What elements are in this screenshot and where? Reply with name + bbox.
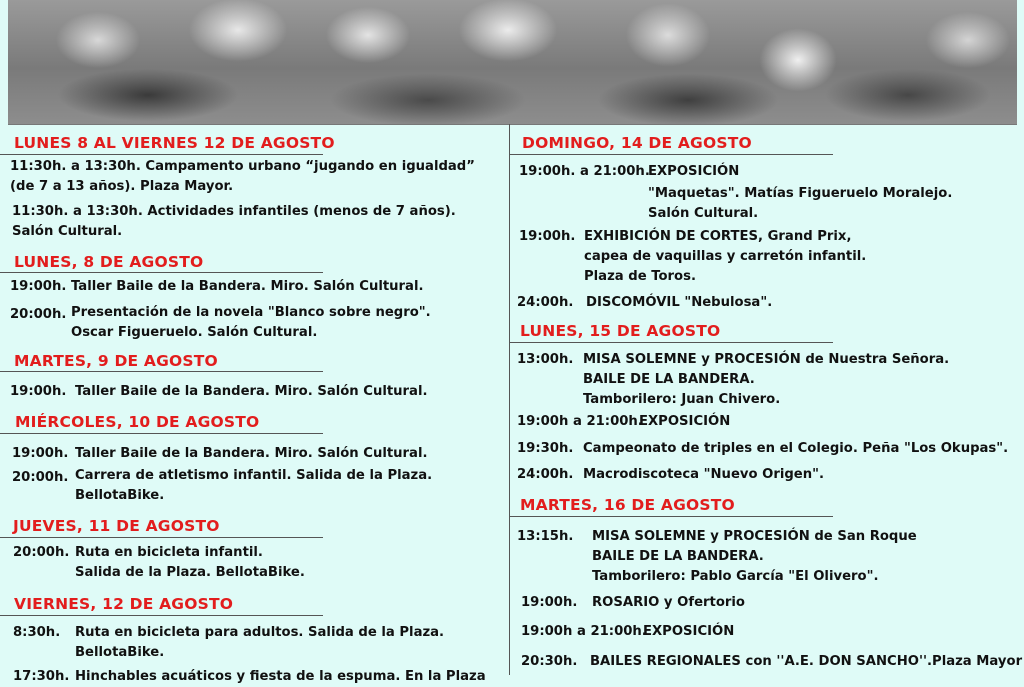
event-description: Hinchables acuáticos y fiesta de la espuma. En la Plaza	[75, 669, 486, 684]
event-description: Tamborilero: Pablo García "El Olivero".	[592, 569, 879, 584]
event-time: 19:00h a 21:00h.	[517, 414, 643, 429]
event-time: 13:00h.	[517, 352, 574, 367]
event-description: Taller Baile de la Bandera. Miro. Salón Cultural.	[71, 279, 424, 294]
day-header-rule	[0, 272, 323, 273]
event-description: BAILE DE LA BANDERA.	[592, 549, 764, 564]
event-description: capea de vaquillas y carretón infantil.	[584, 249, 867, 264]
event-description: Campeonato de triples en el Colegio. Peña "Los Okupas".	[583, 441, 1009, 456]
event-description: Carrera de atletismo infantil. Salida de la Plaza.	[75, 468, 433, 483]
event-time: 20:00h.	[10, 307, 67, 322]
day-header-rule	[510, 342, 833, 343]
event-description: BAILES REGIONALES con ''A.E. DON SANCHO''.Plaza Mayor	[590, 654, 1023, 669]
day-header: MARTES, 16 DE AGOSTO	[520, 496, 735, 514]
event-description: MISA SOLEMNE y PROCESIÓN de San Roque	[592, 529, 917, 544]
day-header-rule	[0, 154, 323, 155]
event-description: EXPOSICIÓN	[643, 624, 735, 639]
event-time: 19:00h.	[12, 446, 69, 461]
event-time: 20:30h.	[521, 654, 578, 669]
event-description: Salida de la Plaza. BellotaBike.	[75, 565, 305, 580]
event-description: EXPOSICIÓN	[639, 414, 731, 429]
event-description: EXPOSICIÓN	[648, 164, 740, 179]
event-description: BellotaBike.	[75, 488, 165, 503]
event-line: 11:30h. a 13:30h. Campamento urbano “jugando en igualdad”	[10, 159, 475, 174]
event-time: 19:00h a 21:00h.	[521, 624, 647, 639]
event-time: 19:00h.	[10, 384, 67, 399]
event-time: 20:00h.	[13, 545, 70, 560]
event-time: 19:00h. a 21:00h.	[519, 164, 650, 179]
event-description: Oscar Figueruelo. Salón Cultural.	[71, 325, 318, 340]
event-description: Ruta en bicicleta infantil.	[75, 545, 263, 560]
event-description: BellotaBike.	[75, 645, 165, 660]
day-header-rule	[510, 154, 833, 155]
event-time: 19:00h.	[10, 279, 67, 294]
day-header: LUNES, 15 DE AGOSTO	[520, 322, 721, 340]
day-header: LUNES 8 AL VIERNES 12 DE AGOSTO	[14, 134, 335, 152]
event-description: EXHIBICIÓN DE CORTES, Grand Prix,	[584, 229, 852, 244]
day-header-rule	[0, 537, 323, 538]
event-description: ROSARIO y Ofertorio	[592, 595, 745, 610]
event-description: MISA SOLEMNE y PROCESIÓN de Nuestra Señora.	[583, 352, 950, 367]
column-divider	[509, 124, 510, 675]
event-time: 19:00h.	[519, 229, 576, 244]
day-header: MARTES, 9 DE AGOSTO	[14, 352, 218, 370]
event-time: 19:00h.	[521, 595, 578, 610]
event-description: Tamborilero: Juan Chivero.	[583, 392, 781, 407]
day-header: MIÉRCOLES, 10 DE AGOSTO	[15, 413, 260, 431]
event-description: Taller Baile de la Bandera. Miro. Salón Cultural.	[75, 446, 428, 461]
event-line: (de 7 a 13 años). Plaza Mayor.	[10, 179, 234, 194]
event-time: 24:00h.	[517, 467, 574, 482]
header-photo	[8, 0, 1017, 125]
day-header-rule	[0, 433, 323, 434]
event-description: Salón Cultural.	[648, 206, 759, 221]
event-description: Ruta en bicicleta para adultos. Salida de la Plaza.	[75, 625, 445, 640]
event-time: 19:30h.	[517, 441, 574, 456]
event-description: Plaza de Toros.	[584, 269, 696, 284]
day-header: DOMINGO, 14 DE AGOSTO	[522, 134, 752, 152]
event-description: DISCOMÓVIL "Nebulosa".	[586, 295, 773, 310]
event-line: Salón Cultural.	[12, 224, 123, 239]
day-header-rule	[0, 615, 323, 616]
event-time: 17:30h.	[13, 669, 70, 684]
day-header-rule	[510, 516, 833, 517]
event-description: BAILE DE LA BANDERA.	[583, 372, 755, 387]
event-time: 24:00h.	[517, 295, 574, 310]
event-time: 13:15h.	[517, 529, 574, 544]
event-line: 11:30h. a 13:30h. Actividades infantiles (menos de 7 años).	[12, 204, 456, 219]
event-description: "Maquetas". Matías Figueruelo Moralejo.	[648, 186, 953, 201]
day-header: JUEVES, 11 DE AGOSTO	[13, 517, 220, 535]
day-header: LUNES, 8 DE AGOSTO	[14, 253, 204, 271]
event-description: Taller Baile de la Bandera. Miro. Salón Cultural.	[75, 384, 428, 399]
day-header: VIERNES, 12 DE AGOSTO	[14, 595, 234, 613]
event-description: Macrodiscoteca "Nuevo Origen".	[583, 467, 825, 482]
day-header-rule	[0, 371, 323, 372]
event-time: 8:30h.	[13, 625, 61, 640]
event-description: Presentación de la novela "Blanco sobre negro".	[71, 305, 431, 320]
event-time: 20:00h.	[12, 470, 69, 485]
